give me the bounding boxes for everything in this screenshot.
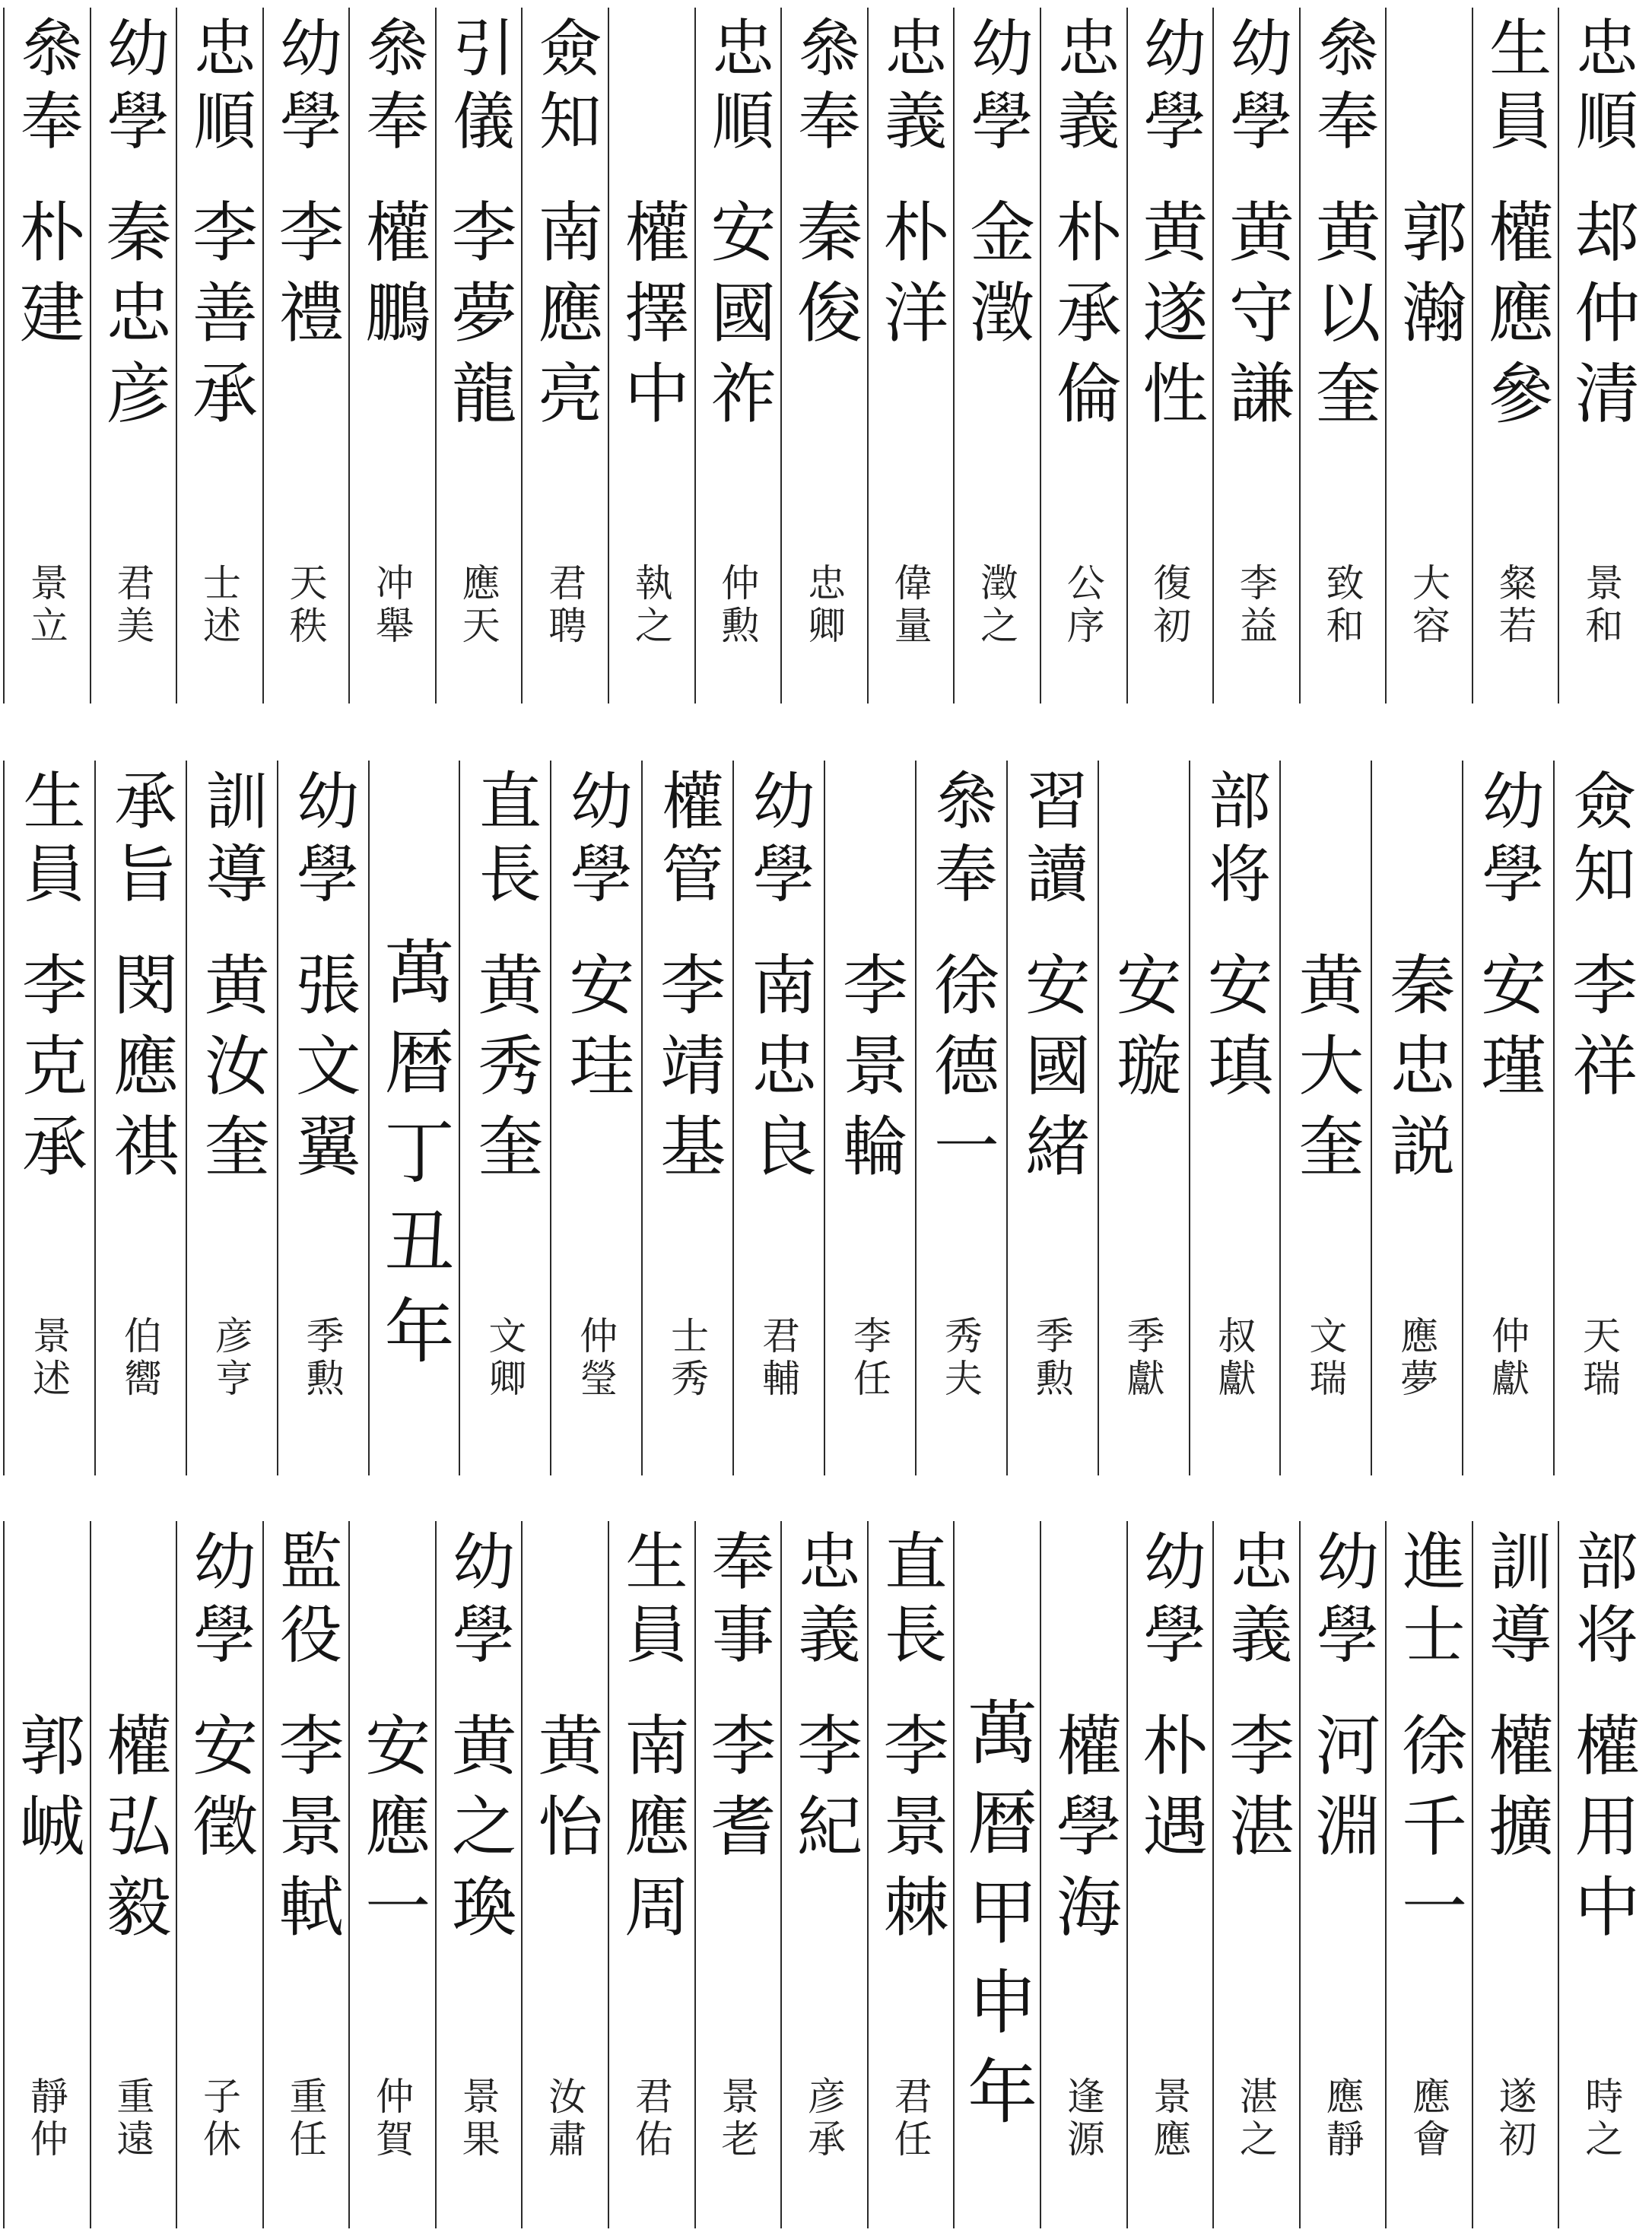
- register-entry: [915, 753, 1006, 1483]
- column-rule: [1040, 1521, 1041, 2228]
- entry-name: 安徵: [180, 1711, 257, 1872]
- entry-courtesy-name: 子休: [196, 2076, 241, 2161]
- entry-name: 權用中: [1563, 1711, 1640, 1953]
- column-rule: [1040, 8, 1041, 704]
- column-rule: [1385, 8, 1387, 704]
- column-rule: [867, 1521, 869, 2228]
- register-entry: [867, 1513, 954, 2236]
- entry-title: 幼學: [183, 1529, 256, 1675]
- entry-courtesy-name: 景老: [715, 2076, 760, 2161]
- column-rule: [1371, 761, 1372, 1475]
- entry-title: 訓導: [1479, 1529, 1552, 1675]
- register-entry: [867, 0, 954, 711]
- column-rule: [348, 8, 350, 704]
- entry-name: 李夢龍: [440, 198, 516, 440]
- column-rule: [1299, 1521, 1301, 2228]
- column-rule: [3, 1521, 5, 2228]
- register-entry: [1371, 753, 1462, 1483]
- entry-title: 僉知: [1563, 768, 1636, 914]
- register-entry: [3, 0, 90, 711]
- column-rule: [3, 8, 5, 704]
- column-rule: [186, 761, 187, 1475]
- register-entry: [608, 1513, 694, 2236]
- register-entry: [1126, 1513, 1213, 2236]
- entry-title: 忠順: [701, 15, 774, 161]
- column-rule: [521, 8, 523, 704]
- register-entry: [348, 0, 435, 711]
- entry-title: 幼學: [961, 15, 1034, 161]
- entry-name: 秦忠説: [1378, 951, 1455, 1193]
- entry-name: 黄遂性: [1131, 198, 1208, 440]
- entry-title: 權管: [651, 768, 724, 914]
- entry-title: 幼學: [1219, 15, 1292, 161]
- entry-name: 朴建: [8, 198, 84, 359]
- register-entry: [521, 1513, 608, 2236]
- entry-courtesy-name: 文卿: [482, 1316, 527, 1401]
- column-rule: [732, 761, 734, 1475]
- entry-name: 河淵: [1304, 1711, 1380, 1872]
- entry-name: 李靖基: [649, 951, 726, 1193]
- entry-courtesy-name: 重遠: [110, 2076, 155, 2161]
- entry-courtesy-name: 靜仲: [24, 2076, 68, 2161]
- entry-courtesy-name: 復初: [1147, 563, 1192, 648]
- column-rule: [90, 1521, 91, 2228]
- entry-name: 秦忠彦: [94, 198, 171, 440]
- entry-name: 李祥: [1561, 951, 1638, 1112]
- register-entry: [694, 1513, 781, 2236]
- entry-title: 生員: [12, 768, 85, 914]
- entry-title: 習讀: [1015, 768, 1088, 914]
- entry-name: 李景棘: [872, 1711, 948, 1953]
- entry-courtesy-name: 君佑: [628, 2076, 673, 2161]
- column-rule: [1299, 8, 1301, 704]
- column-rule: [521, 1521, 523, 2228]
- column-rule: [348, 1521, 350, 2228]
- register-band: [0, 1513, 1652, 2236]
- entry-title: 幼學: [742, 768, 815, 914]
- entry-name: 李紀: [785, 1711, 862, 1872]
- entry-courtesy-name: 冲舉: [370, 563, 415, 648]
- column-rule: [1189, 761, 1190, 1475]
- era-heading-column: [368, 753, 459, 1483]
- entry-title: 直長: [874, 1529, 947, 1675]
- column-rule: [1212, 8, 1214, 704]
- entry-title: 幼學: [97, 15, 170, 161]
- register-entry: [953, 0, 1040, 711]
- entry-title: 忠順: [183, 15, 256, 161]
- register-entry: [1279, 753, 1371, 1483]
- register-entry: [348, 1513, 435, 2236]
- entry-name: 安珪: [558, 951, 634, 1112]
- entry-title: 叅奉: [10, 15, 83, 161]
- entry-title: 引儀: [442, 15, 515, 161]
- entry-courtesy-name: 仲瑩: [573, 1316, 618, 1401]
- entry-name: 李湛: [1217, 1711, 1294, 1872]
- column-rule: [1006, 761, 1008, 1475]
- register-entry: [1212, 0, 1299, 711]
- entry-courtesy-name: 景立: [24, 563, 68, 648]
- entry-title: 奉事: [701, 1529, 774, 1675]
- entry-courtesy-name: 君任: [888, 2076, 932, 2161]
- entry-title: 叅奉: [1306, 15, 1379, 161]
- column-rule: [1126, 8, 1128, 704]
- register-entry: [1098, 753, 1189, 1483]
- entry-title: 訓導: [195, 768, 268, 914]
- register-entry: [3, 1513, 90, 2236]
- entry-courtesy-name: 李益: [1233, 563, 1278, 648]
- entry-courtesy-name: 遂初: [1492, 2076, 1537, 2161]
- entry-name: 徐德一: [922, 951, 999, 1193]
- entry-courtesy-name: 仲獻: [1485, 1316, 1530, 1401]
- column-rule: [277, 761, 278, 1475]
- entry-name: 黄大奎: [1287, 951, 1364, 1193]
- entry-courtesy-name: 彦承: [801, 2076, 846, 2161]
- register-entry: [1558, 1513, 1644, 2236]
- entry-title: 部将: [1198, 768, 1271, 914]
- register-band: [0, 0, 1652, 711]
- entry-name: 秦俊: [785, 198, 862, 359]
- entry-name: 黄汝奎: [192, 951, 269, 1193]
- entry-title: 忠順: [1565, 15, 1638, 161]
- entry-name: 郭峸: [8, 1711, 84, 1872]
- entry-name: 𨚫仲清: [1563, 198, 1640, 440]
- column-rule: [1098, 761, 1099, 1475]
- entry-title: 叅奉: [356, 15, 429, 161]
- entry-courtesy-name: 天秩: [283, 563, 328, 648]
- register-entry: [435, 0, 522, 711]
- entry-courtesy-name: 時之: [1579, 2076, 1624, 2161]
- register-entry: [1299, 1513, 1386, 2236]
- register-entry: [90, 0, 176, 711]
- register-entry: [1299, 0, 1386, 711]
- column-rule: [176, 1521, 177, 2228]
- entry-title: 生員: [615, 1529, 688, 1675]
- entry-name: 李禮: [267, 198, 344, 359]
- entry-name: 李克承: [10, 951, 87, 1193]
- entry-courtesy-name: 執之: [628, 563, 673, 648]
- entry-name: 黄怡: [526, 1711, 603, 1872]
- entry-title: 幼學: [560, 768, 633, 914]
- column-rule: [262, 8, 264, 704]
- entry-courtesy-name: 公序: [1060, 563, 1105, 648]
- entry-name: 安應一: [354, 1711, 430, 1953]
- entry-courtesy-name: 澂之: [974, 563, 1019, 648]
- register-entry: [1126, 0, 1213, 711]
- entry-name: 安瑱: [1196, 951, 1272, 1112]
- register-entry: [1558, 0, 1644, 711]
- entry-name: 郭瀚: [1390, 198, 1467, 359]
- entry-title: 幼學: [1133, 1529, 1206, 1675]
- entry-name: 朴遇: [1131, 1711, 1208, 1872]
- entry-title: 忠義: [787, 1529, 860, 1675]
- entry-name: 安璇: [1104, 951, 1181, 1112]
- register-entry: [176, 1513, 262, 2236]
- entry-name: 朴洋: [872, 198, 948, 359]
- entry-name: 安國祚: [699, 198, 776, 440]
- entry-courtesy-name: 仲勲: [715, 563, 760, 648]
- entry-courtesy-name: 湛之: [1233, 2076, 1278, 2161]
- column-rule: [1279, 761, 1281, 1475]
- entry-title: 忠義: [1219, 1529, 1292, 1675]
- column-rule: [953, 8, 955, 704]
- entry-title: 直長: [469, 768, 542, 914]
- entry-name: 南應亮: [526, 198, 603, 440]
- entry-courtesy-name: 粲若: [1492, 563, 1537, 648]
- column-rule: [867, 8, 869, 704]
- register-entry: [435, 1513, 522, 2236]
- register-entry: [262, 1513, 349, 2236]
- entry-courtesy-name: 伯嚮: [117, 1316, 162, 1401]
- entry-name: 南忠良: [740, 951, 817, 1193]
- register-entry: [262, 0, 349, 711]
- entry-name: 黄以奎: [1304, 198, 1380, 440]
- column-rule: [694, 1521, 696, 2228]
- entry-name: 權擴: [1476, 1711, 1553, 1872]
- entry-courtesy-name: 景果: [456, 2076, 500, 2161]
- entry-name: 朴承倫: [1044, 198, 1121, 440]
- entry-courtesy-name: 仲賀: [370, 2076, 415, 2161]
- entry-courtesy-name: 忠卿: [801, 563, 846, 648]
- register-entry: [1006, 753, 1098, 1483]
- entry-courtesy-name: 汝肅: [542, 2076, 587, 2161]
- entry-name: 安瑾: [1469, 951, 1546, 1112]
- register-entry: [780, 0, 867, 711]
- column-rule: [435, 1521, 437, 2228]
- register-entry: [824, 753, 915, 1483]
- register-entry: [1040, 0, 1126, 711]
- entry-courtesy-name: 士述: [196, 563, 241, 648]
- register-entry: [277, 753, 368, 1483]
- column-rule: [459, 761, 460, 1475]
- entry-title: 監役: [269, 1529, 342, 1675]
- column-rule: [608, 8, 609, 704]
- entry-title: 幼學: [1472, 768, 1545, 914]
- column-rule: [1558, 1521, 1559, 2228]
- register-entry: [1040, 1513, 1126, 2236]
- entry-courtesy-name: 叔獻: [1212, 1316, 1256, 1401]
- column-rule: [1385, 1521, 1387, 2228]
- entry-name: 權弘毅: [94, 1711, 171, 1953]
- entry-title: 幼學: [442, 1529, 515, 1675]
- column-rule: [1462, 761, 1463, 1475]
- entry-name: 金澂: [958, 198, 1035, 359]
- entry-courtesy-name: 景和: [1579, 563, 1624, 648]
- entry-courtesy-name: 彦亨: [208, 1316, 253, 1401]
- column-rule: [1553, 761, 1555, 1475]
- entry-courtesy-name: 君輔: [756, 1316, 801, 1401]
- entry-courtesy-name: 應夢: [1394, 1316, 1439, 1401]
- entry-courtesy-name: 大容: [1406, 563, 1451, 648]
- entry-title: 幼學: [1306, 1529, 1379, 1675]
- entry-courtesy-name: 季勲: [1029, 1316, 1074, 1401]
- entry-courtesy-name: 季勲: [300, 1316, 345, 1401]
- entry-title: 幼學: [286, 768, 359, 914]
- register-entry: [1472, 0, 1558, 711]
- register-entry: [694, 0, 781, 711]
- entry-courtesy-name: 景述: [26, 1316, 71, 1401]
- column-rule: [915, 761, 917, 1475]
- entry-name: 黄之瑍: [440, 1711, 516, 1953]
- entry-courtesy-name: 應會: [1406, 2076, 1451, 2161]
- column-rule: [90, 8, 91, 704]
- register-entry: [608, 0, 694, 711]
- entry-courtesy-name: 應靜: [1320, 2076, 1364, 2161]
- register-band: [0, 753, 1652, 1483]
- register-entry: [732, 753, 824, 1483]
- entry-name: 權擇中: [612, 198, 689, 440]
- column-rule: [1212, 1521, 1214, 2228]
- column-rule: [550, 761, 551, 1475]
- entry-courtesy-name: 景應: [1147, 2076, 1192, 2161]
- entry-courtesy-name: 天瑞: [1577, 1316, 1622, 1401]
- entry-title: 叅奉: [787, 15, 860, 161]
- entry-title: 忠義: [1047, 15, 1120, 161]
- column-rule: [780, 8, 782, 704]
- column-rule: [608, 1521, 609, 2228]
- entry-courtesy-name: 士秀: [665, 1316, 710, 1401]
- column-rule: [94, 761, 96, 1475]
- era-heading: 萬暦丁丑年: [373, 935, 455, 1384]
- entry-name: 權鵬: [354, 198, 430, 359]
- column-rule: [435, 8, 437, 704]
- column-rule: [262, 1521, 264, 2228]
- column-rule: [780, 1521, 782, 2228]
- column-rule: [641, 761, 643, 1475]
- entry-name: 徐千一: [1390, 1711, 1467, 1953]
- entry-name: 安國緒: [1013, 951, 1090, 1193]
- entry-name: 張文翼: [284, 951, 361, 1193]
- entry-name: 閔應祺: [101, 951, 178, 1193]
- column-rule: [824, 761, 825, 1475]
- entry-name: 李景軾: [267, 1711, 344, 1953]
- entry-name: 李善承: [180, 198, 257, 440]
- entry-title: 僉知: [529, 15, 602, 161]
- entry-name: 南應周: [612, 1711, 689, 1953]
- era-heading: 萬暦甲申年: [956, 1696, 1038, 2145]
- entry-title: 進士: [1393, 1529, 1466, 1675]
- register-entry: [186, 753, 277, 1483]
- column-rule: [176, 8, 177, 704]
- register-entry: [3, 753, 94, 1483]
- entry-courtesy-name: 君聘: [542, 563, 587, 648]
- entry-courtesy-name: 逢源: [1060, 2076, 1105, 2161]
- register-entry: [641, 753, 732, 1483]
- entry-title: 承旨: [103, 768, 176, 914]
- entry-title: 生員: [1479, 15, 1552, 161]
- entry-title: 部将: [1565, 1529, 1638, 1675]
- entry-courtesy-name: 偉量: [888, 563, 932, 648]
- column-rule: [1472, 8, 1473, 704]
- entry-name: 李景輪: [831, 951, 907, 1193]
- entry-courtesy-name: 季獻: [1120, 1316, 1165, 1401]
- entry-courtesy-name: 重任: [283, 2076, 328, 2161]
- entry-courtesy-name: 李任: [847, 1316, 891, 1401]
- column-rule: [1472, 1521, 1473, 2228]
- column-rule: [368, 761, 370, 1475]
- register-entry: [1212, 1513, 1299, 2236]
- entry-courtesy-name: 君美: [110, 563, 155, 648]
- entry-courtesy-name: 文瑞: [1303, 1316, 1348, 1401]
- register-entry: [176, 0, 262, 711]
- register-entry: [90, 1513, 176, 2236]
- column-rule: [1126, 1521, 1128, 2228]
- entry-title: 幼學: [269, 15, 342, 161]
- entry-title: 忠義: [874, 15, 947, 161]
- register-entry: [1472, 1513, 1558, 2236]
- entry-name: 黄秀奎: [466, 951, 543, 1193]
- entry-courtesy-name: 應天: [456, 563, 500, 648]
- column-rule: [1558, 8, 1559, 704]
- register-entry: [1385, 0, 1472, 711]
- register-entry: [1553, 753, 1644, 1483]
- register-entry: [550, 753, 641, 1483]
- register-entry: [459, 753, 550, 1483]
- column-rule: [3, 761, 5, 1475]
- entry-name: 黄守謙: [1217, 198, 1294, 440]
- entry-name: 權學海: [1044, 1711, 1121, 1953]
- era-heading-column: [953, 1513, 1040, 2236]
- register-entry: [521, 0, 608, 711]
- register-entry: [780, 1513, 867, 2236]
- entry-name: 權應參: [1476, 198, 1553, 440]
- register-entry: [1385, 1513, 1472, 2236]
- column-rule: [694, 8, 696, 704]
- entry-title: 幼學: [1133, 15, 1206, 161]
- entry-name: 李耆: [699, 1711, 776, 1872]
- register-entry: [1462, 753, 1553, 1483]
- register-entry: [1189, 753, 1280, 1483]
- entry-title: 叅奉: [924, 768, 997, 914]
- register-entry: [94, 753, 186, 1483]
- column-rule: [953, 1521, 955, 2228]
- entry-courtesy-name: 秀夫: [938, 1316, 983, 1401]
- entry-courtesy-name: 致和: [1320, 563, 1364, 648]
